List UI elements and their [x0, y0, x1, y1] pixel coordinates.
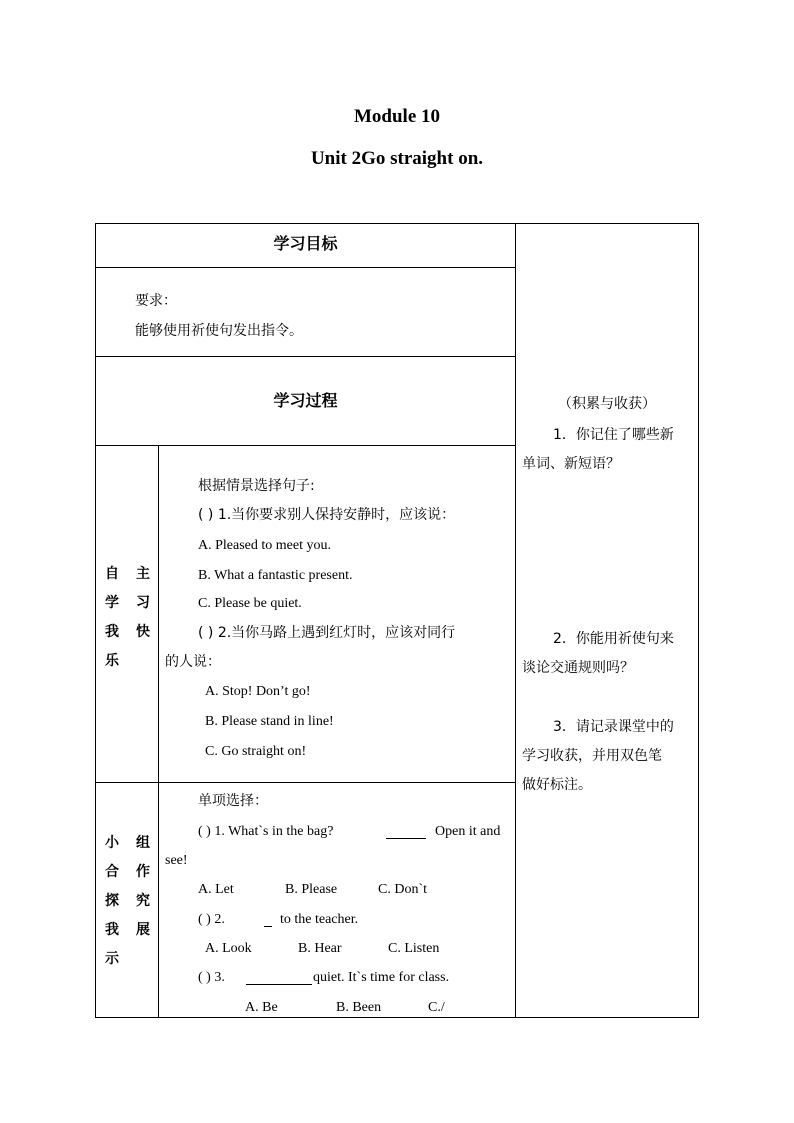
unit-title: Unit 2Go straight on. [310, 148, 484, 169]
option-a: A. Look [205, 941, 252, 956]
objectives-heading: 学习目标 [273, 234, 338, 253]
answer-blank [386, 822, 426, 839]
question-1-prompt: ( ) 1. What`s in the bag? [198, 824, 334, 839]
option-c: C. Please be quiet. [198, 596, 302, 611]
question-2-prompt: ( ) 2. [198, 912, 225, 927]
question-1-prompt-cont: see! [165, 853, 188, 868]
option-c: C. Don`t [378, 882, 427, 897]
requirement-label: 要求： [135, 293, 177, 309]
self-study-label-left: 自学我乐 [105, 566, 119, 669]
option-c: C. Go straight on! [205, 744, 307, 759]
sidebar-item-1: 1．你记住了哪些新 [553, 427, 674, 443]
answer-blank [246, 968, 312, 985]
option-b: B. What a fantastic present. [198, 568, 353, 583]
sidebar-item-2: 2．你能用祈使句来 [553, 631, 674, 647]
option-a: A. Stop! Don’t go! [205, 684, 311, 699]
question-2-prompt-tail: to the teacher. [280, 912, 359, 927]
option-c: C. Listen [388, 941, 440, 956]
question-3-prompt-tail: quiet. It`s time for class. [313, 970, 450, 985]
question-2-prompt: ( ) 2.当你马路上遇到红灯时，应该对同行 [198, 625, 456, 641]
group-work-intro: 单项选择： [198, 793, 268, 809]
option-a: A. Be [245, 1000, 278, 1015]
sidebar-item-2-cont: 谈论交通规则吗？ [522, 660, 634, 676]
option-c: C./ [428, 1000, 445, 1015]
option-b: B. Been [336, 1000, 382, 1015]
sidebar-item-1-cont: 单词、新短语？ [522, 456, 620, 472]
process-heading: 学习过程 [273, 391, 338, 410]
group-work-label-right: 组作究展 [136, 835, 150, 938]
row-divider [96, 782, 516, 783]
label-column-divider [158, 445, 159, 1018]
self-study-label-right: 主习快 [136, 566, 150, 640]
sidebar-divider [515, 224, 516, 1018]
row-divider [96, 445, 516, 446]
option-b: B. Please [285, 882, 338, 897]
question-1-prompt: ( ) 1.当你要求别人保持安静时，应该说： [198, 507, 456, 523]
sidebar-item-3-cont: 学习收获，并用双色笔 [522, 748, 662, 764]
option-b: B. Please stand in line! [205, 714, 334, 729]
option-b: B. Hear [298, 941, 342, 956]
answer-blank [264, 910, 272, 927]
row-divider [96, 267, 516, 268]
option-a: A. Pleased to meet you. [198, 538, 331, 553]
sidebar-item-3: 3．请记录课堂中的 [553, 719, 674, 735]
question-3-prompt: ( ) 3. [198, 970, 225, 985]
question-2-prompt-cont: 的人说： [165, 654, 221, 670]
question-1-prompt-tail: Open it and [435, 824, 501, 839]
row-divider [96, 356, 516, 357]
sidebar-item-3-cont: 做好标注。 [522, 777, 592, 793]
self-study-intro: 根据情景选择句子: [198, 478, 315, 494]
option-a: A. Let [198, 882, 234, 897]
module-title: Module 10 [353, 106, 441, 127]
requirement-text: 能够使用祈使句发出指令。 [135, 323, 303, 339]
group-work-label-left: 小合探我示 [105, 835, 119, 967]
sidebar-heading: （积累与收获） [558, 396, 656, 412]
